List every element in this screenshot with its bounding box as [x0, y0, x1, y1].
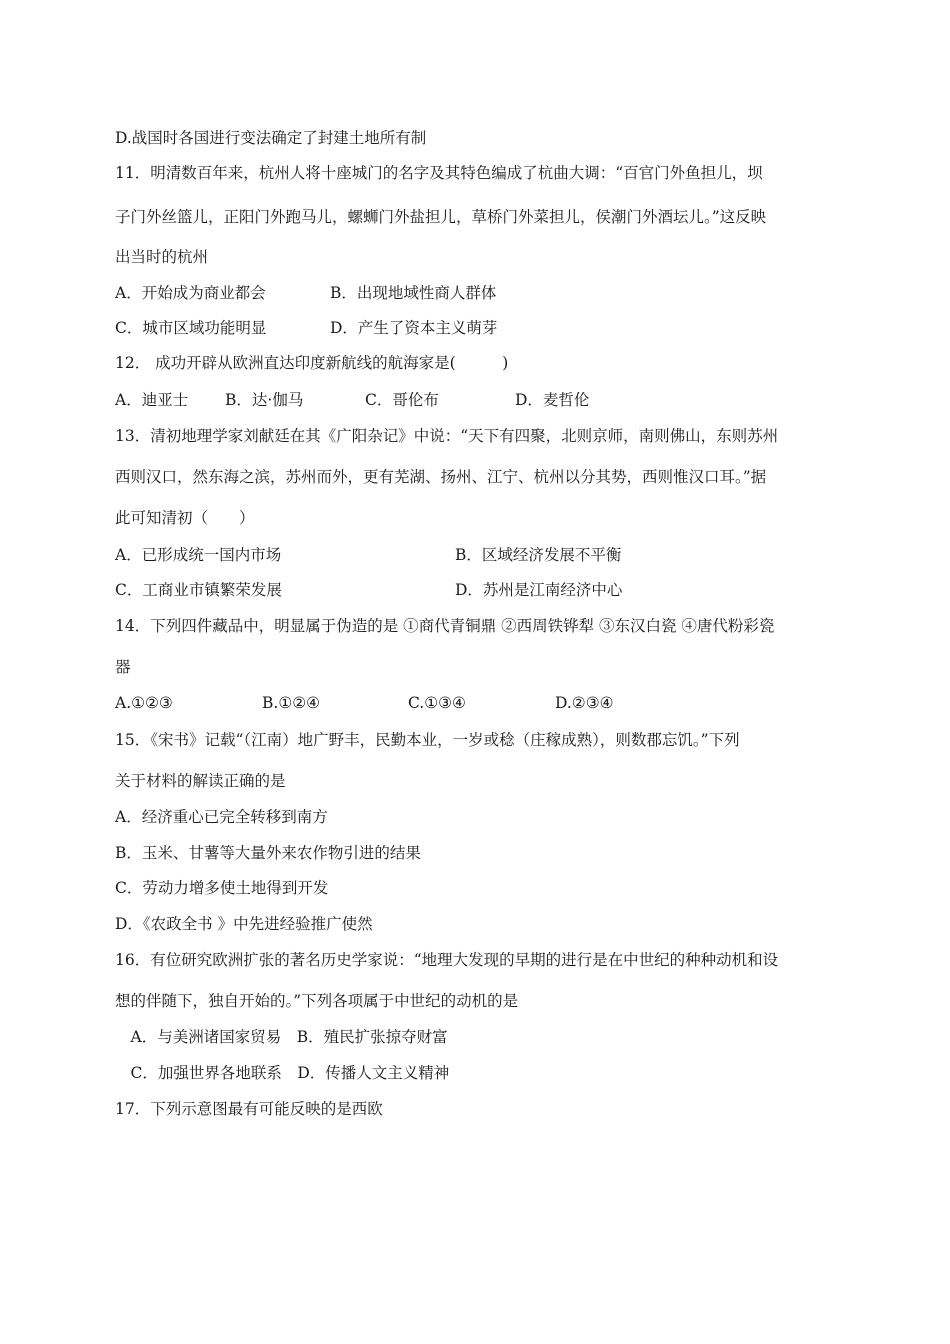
- q16-stem-line-1: 16．有位研究欧洲扩张的著名历史学家说：“地理大发现的早期的进行是在中世纪的种种动机和设: [115, 951, 779, 969]
- q11-option-a: A．开始成为商业都会: [115, 284, 266, 302]
- q12-option-c: C．哥伦布: [365, 391, 439, 409]
- q17-stem: 17．下列示意图最有可能反映的是西欧: [115, 1100, 383, 1118]
- q13-stem-line-2: 西则汉口，然东海之滨，苏州而外，更有芜湖、扬州、江宁、杭州以分其势，西则惟汉口耳。”据: [115, 468, 767, 486]
- q15-stem-line-1: 15．《宋书》记载“（江南）地广野丰，民勤本业，一岁或稔（庄稼成熟），则数郡忘饥。”下列: [115, 731, 740, 749]
- q13-option-c: C．工商业市镇繁荣发展: [115, 581, 282, 599]
- q15-option-d: D．《农政全书 》中先进经验推广使然: [115, 915, 373, 933]
- q13-option-a: A．已形成统一国内市场: [115, 546, 282, 564]
- q15-option-c: C．劳动力增多使土地得到开发: [115, 879, 329, 897]
- q13-option-d: D．苏州是江南经济中心: [455, 581, 623, 599]
- q14-option-c: C.①③④: [408, 694, 466, 712]
- q12-option-b: B．达·伽马: [225, 391, 304, 409]
- q13-stem-line-3: 此可知清初（ ）: [115, 509, 255, 527]
- q12-option-a: A．迪亚士: [115, 391, 189, 409]
- q16-stem-line-2: 想的伴随下，独自开始的。”下列各项属于中世纪的动机的是: [115, 992, 519, 1010]
- q12-option-d: D．麦哲伦: [515, 391, 590, 409]
- q11-stem-line-1: 11．明清数百年来，杭州人将十座城门的名字及其特色编成了杭曲大调：“百官门外鱼担儿，坝: [115, 164, 763, 182]
- q13-stem-line-1: 13．清初地理学家刘献廷在其《广阳杂记》中说：“天下有四聚，北则京师，南则佛山，东则苏州: [115, 427, 779, 445]
- q16-options-cd: C．加强世界各地联系 D．传播人文主义精神: [115, 1064, 450, 1082]
- q14-stem-line-1: 14．下列四件藏品中，明显属于伪造的是 ①商代青铜鼎 ②西周铁铧犁 ③东汉白瓷 ④唐代粉彩瓷: [115, 617, 775, 635]
- q14-option-b: B.①②④: [262, 694, 321, 712]
- q11-option-c: C．城市区域功能明显: [115, 319, 267, 337]
- q12-stem: 12． 成功开辟从欧洲直达印度新航线的航海家是( ): [115, 354, 509, 372]
- q13-option-b: B．区域经济发展不平衡: [455, 546, 622, 564]
- q14-stem-line-2: 器: [115, 658, 131, 676]
- q14-option-a: A.①②③: [115, 694, 173, 712]
- q11-option-d: D．产生了资本主义萌芽: [330, 319, 498, 337]
- q15-option-b: B．玉米、甘薯等大量外来农作物引进的结果: [115, 844, 421, 862]
- q15-stem-line-2: 关于材料的解读正确的是: [115, 772, 286, 790]
- q15-option-a: A．经济重心已完全转移到南方: [115, 808, 328, 826]
- q11-stem-line-3: 出当时的杭州: [115, 248, 209, 266]
- q10-option-d: D.战国时各国进行变法确定了封建土地所有制: [115, 129, 427, 147]
- q11-option-b: B．出现地域性商人群体: [330, 284, 497, 302]
- q16-options-ab: A．与美洲诸国家贸易 B．殖民扩张掠夺财富: [115, 1028, 448, 1046]
- q14-option-d: D.②③④: [555, 694, 614, 712]
- q11-stem-line-2: 子门外丝篮儿，正阳门外跑马儿，螺蛳门外盐担儿，草桥门外菜担儿，侯潮门外酒坛儿。”这反映: [115, 208, 767, 226]
